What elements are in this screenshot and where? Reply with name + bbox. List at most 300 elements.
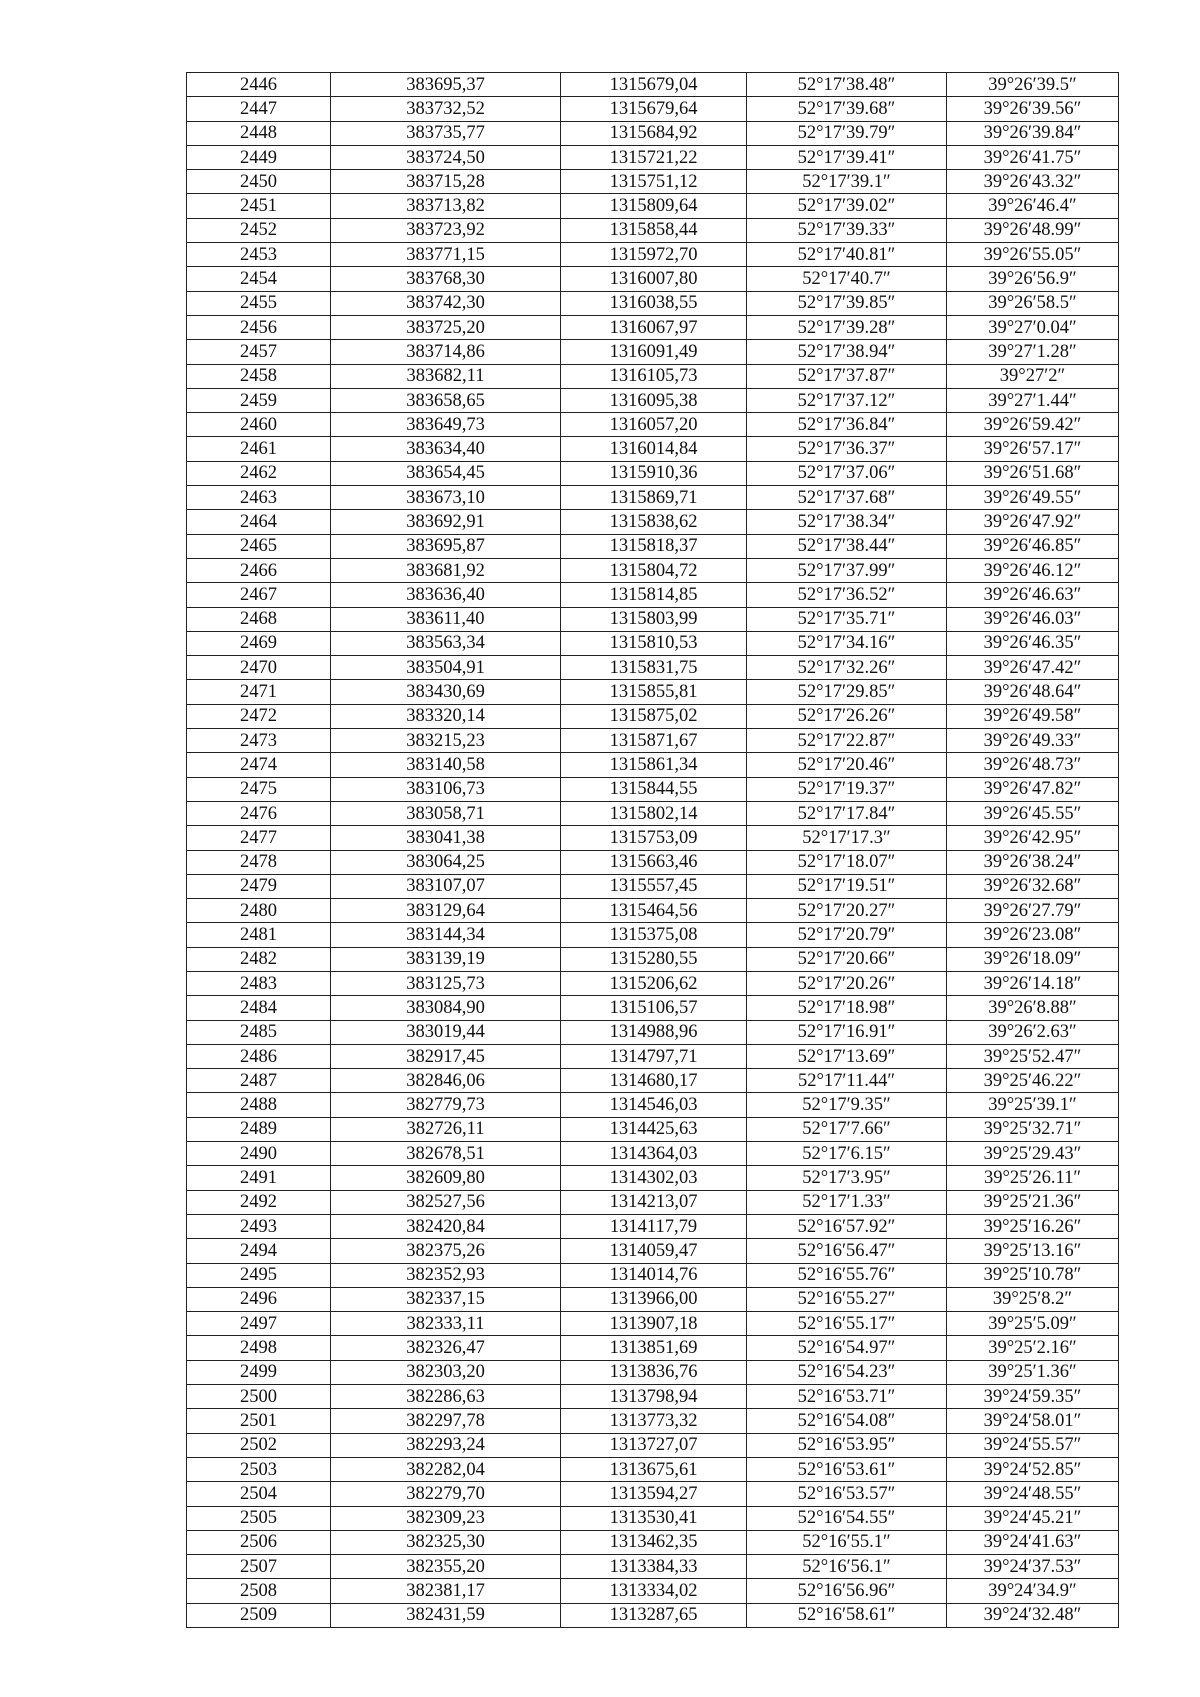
x-coordinate-cell: 382303,20 bbox=[331, 1360, 561, 1384]
point-number-cell: 2494 bbox=[187, 1239, 331, 1263]
y-coordinate-cell: 1315753,09 bbox=[561, 826, 747, 850]
table-row bbox=[187, 145, 1119, 169]
longitude-cell: 39°26′39.56″ bbox=[947, 97, 1119, 121]
point-number-cell: 2486 bbox=[187, 1044, 331, 1068]
table-row bbox=[187, 388, 1119, 412]
point-number-cell: 2472 bbox=[187, 704, 331, 728]
longitude-cell: 39°26′51.68″ bbox=[947, 461, 1119, 485]
longitude-cell: 39°26′46.03″ bbox=[947, 607, 1119, 631]
x-coordinate-cell: 382375,26 bbox=[331, 1239, 561, 1263]
y-coordinate-cell: 1314680,17 bbox=[561, 1069, 747, 1093]
point-number-cell: 2491 bbox=[187, 1166, 331, 1190]
latitude-cell: 52°17′37.68″ bbox=[747, 486, 947, 510]
y-coordinate-cell: 1313773,32 bbox=[561, 1409, 747, 1433]
point-number-cell: 2458 bbox=[187, 364, 331, 388]
longitude-cell: 39°24′45.21″ bbox=[947, 1506, 1119, 1530]
y-coordinate-cell: 1313836,76 bbox=[561, 1360, 747, 1384]
point-number-cell: 2479 bbox=[187, 874, 331, 898]
point-number-cell: 2474 bbox=[187, 753, 331, 777]
table-row bbox=[187, 364, 1119, 388]
x-coordinate-cell: 383107,07 bbox=[331, 874, 561, 898]
point-number-cell: 2471 bbox=[187, 680, 331, 704]
latitude-cell: 52°17′34.16″ bbox=[747, 631, 947, 655]
point-number-cell: 2506 bbox=[187, 1530, 331, 1554]
longitude-cell: 39°26′27.79″ bbox=[947, 899, 1119, 923]
latitude-cell: 52°17′20.46″ bbox=[747, 753, 947, 777]
x-coordinate-cell: 383724,50 bbox=[331, 145, 561, 169]
longitude-cell: 39°24′48.55″ bbox=[947, 1482, 1119, 1506]
longitude-cell: 39°24′55.57″ bbox=[947, 1433, 1119, 1457]
y-coordinate-cell: 1315810,53 bbox=[561, 631, 747, 655]
table-row bbox=[187, 1044, 1119, 1068]
x-coordinate-cell: 382325,30 bbox=[331, 1530, 561, 1554]
latitude-cell: 52°17′17.3″ bbox=[747, 826, 947, 850]
point-number-cell: 2453 bbox=[187, 243, 331, 267]
latitude-cell: 52°16′57.92″ bbox=[747, 1214, 947, 1238]
latitude-cell: 52°17′37.12″ bbox=[747, 388, 947, 412]
table-row bbox=[187, 1142, 1119, 1166]
table-row bbox=[187, 631, 1119, 655]
y-coordinate-cell: 1315814,85 bbox=[561, 583, 747, 607]
table-row bbox=[187, 1336, 1119, 1360]
table-row bbox=[187, 218, 1119, 242]
table-row bbox=[187, 1214, 1119, 1238]
latitude-cell: 52°17′39.28″ bbox=[747, 315, 947, 339]
y-coordinate-cell: 1314213,07 bbox=[561, 1190, 747, 1214]
table-row bbox=[187, 607, 1119, 631]
point-number-cell: 2501 bbox=[187, 1409, 331, 1433]
x-coordinate-cell: 383139,19 bbox=[331, 947, 561, 971]
y-coordinate-cell: 1315910,36 bbox=[561, 461, 747, 485]
y-coordinate-cell: 1315855,81 bbox=[561, 680, 747, 704]
y-coordinate-cell: 1315844,55 bbox=[561, 777, 747, 801]
point-number-cell: 2457 bbox=[187, 340, 331, 364]
y-coordinate-cell: 1313594,27 bbox=[561, 1482, 747, 1506]
longitude-cell: 39°26′39.84″ bbox=[947, 121, 1119, 145]
y-coordinate-cell: 1316007,80 bbox=[561, 267, 747, 291]
x-coordinate-cell: 382326,47 bbox=[331, 1336, 561, 1360]
table-row bbox=[187, 1069, 1119, 1093]
table-row bbox=[187, 243, 1119, 267]
x-coordinate-cell: 382726,11 bbox=[331, 1117, 561, 1141]
x-coordinate-cell: 383695,87 bbox=[331, 534, 561, 558]
latitude-cell: 52°17′37.99″ bbox=[747, 558, 947, 582]
table-row bbox=[187, 1117, 1119, 1141]
x-coordinate-cell: 383681,92 bbox=[331, 558, 561, 582]
y-coordinate-cell: 1314988,96 bbox=[561, 1020, 747, 1044]
y-coordinate-cell: 1313798,94 bbox=[561, 1385, 747, 1409]
latitude-cell: 52°17′40.7″ bbox=[747, 267, 947, 291]
table-row bbox=[187, 680, 1119, 704]
longitude-cell: 39°26′49.55″ bbox=[947, 486, 1119, 510]
x-coordinate-cell: 382678,51 bbox=[331, 1142, 561, 1166]
latitude-cell: 52°17′39.1″ bbox=[747, 170, 947, 194]
longitude-cell: 39°26′18.09″ bbox=[947, 947, 1119, 971]
x-coordinate-cell: 383732,52 bbox=[331, 97, 561, 121]
table-row bbox=[187, 1190, 1119, 1214]
longitude-cell: 39°25′29.43″ bbox=[947, 1142, 1119, 1166]
latitude-cell: 52°17′26.26″ bbox=[747, 704, 947, 728]
point-number-cell: 2504 bbox=[187, 1482, 331, 1506]
y-coordinate-cell: 1313907,18 bbox=[561, 1312, 747, 1336]
latitude-cell: 52°17′20.79″ bbox=[747, 923, 947, 947]
longitude-cell: 39°25′2.16″ bbox=[947, 1336, 1119, 1360]
table-row bbox=[187, 826, 1119, 850]
x-coordinate-cell: 382279,70 bbox=[331, 1482, 561, 1506]
point-number-cell: 2469 bbox=[187, 631, 331, 655]
latitude-cell: 52°17′35.71″ bbox=[747, 607, 947, 631]
y-coordinate-cell: 1314364,03 bbox=[561, 1142, 747, 1166]
x-coordinate-cell: 383682,11 bbox=[331, 364, 561, 388]
y-coordinate-cell: 1316057,20 bbox=[561, 413, 747, 437]
latitude-cell: 52°17′18.07″ bbox=[747, 850, 947, 874]
table-row bbox=[187, 1530, 1119, 1554]
longitude-cell: 39°26′14.18″ bbox=[947, 971, 1119, 995]
latitude-cell: 52°17′36.37″ bbox=[747, 437, 947, 461]
longitude-cell: 39°25′26.11″ bbox=[947, 1166, 1119, 1190]
x-coordinate-cell: 383140,58 bbox=[331, 753, 561, 777]
latitude-cell: 52°17′7.66″ bbox=[747, 1117, 947, 1141]
x-coordinate-cell: 383771,15 bbox=[331, 243, 561, 267]
y-coordinate-cell: 1315972,70 bbox=[561, 243, 747, 267]
x-coordinate-cell: 383695,37 bbox=[331, 73, 561, 97]
y-coordinate-cell: 1315464,56 bbox=[561, 899, 747, 923]
latitude-cell: 52°17′29.85″ bbox=[747, 680, 947, 704]
x-coordinate-cell: 383125,73 bbox=[331, 971, 561, 995]
latitude-cell: 52°17′19.51″ bbox=[747, 874, 947, 898]
point-number-cell: 2493 bbox=[187, 1214, 331, 1238]
latitude-cell: 52°17′11.44″ bbox=[747, 1069, 947, 1093]
y-coordinate-cell: 1315802,14 bbox=[561, 801, 747, 825]
point-number-cell: 2483 bbox=[187, 971, 331, 995]
y-coordinate-cell: 1314546,03 bbox=[561, 1093, 747, 1117]
point-number-cell: 2448 bbox=[187, 121, 331, 145]
y-coordinate-cell: 1313287,65 bbox=[561, 1603, 747, 1627]
table-row bbox=[187, 97, 1119, 121]
y-coordinate-cell: 1315557,45 bbox=[561, 874, 747, 898]
point-number-cell: 2482 bbox=[187, 947, 331, 971]
table-row bbox=[187, 170, 1119, 194]
point-number-cell: 2484 bbox=[187, 996, 331, 1020]
latitude-cell: 52°17′20.26″ bbox=[747, 971, 947, 995]
table-row bbox=[187, 923, 1119, 947]
y-coordinate-cell: 1313727,07 bbox=[561, 1433, 747, 1457]
table-row bbox=[187, 996, 1119, 1020]
longitude-cell: 39°25′8.2″ bbox=[947, 1287, 1119, 1311]
x-coordinate-cell: 383715,28 bbox=[331, 170, 561, 194]
latitude-cell: 52°16′55.27″ bbox=[747, 1287, 947, 1311]
y-coordinate-cell: 1315280,55 bbox=[561, 947, 747, 971]
latitude-cell: 52°17′38.34″ bbox=[747, 510, 947, 534]
longitude-cell: 39°26′2.63″ bbox=[947, 1020, 1119, 1044]
longitude-cell: 39°26′46.35″ bbox=[947, 631, 1119, 655]
table-row bbox=[187, 558, 1119, 582]
table-row bbox=[187, 413, 1119, 437]
latitude-cell: 52°16′56.1″ bbox=[747, 1555, 947, 1579]
longitude-cell: 39°26′49.58″ bbox=[947, 704, 1119, 728]
point-number-cell: 2481 bbox=[187, 923, 331, 947]
longitude-cell: 39°26′8.88″ bbox=[947, 996, 1119, 1020]
latitude-cell: 52°16′53.95″ bbox=[747, 1433, 947, 1457]
longitude-cell: 39°26′48.99″ bbox=[947, 218, 1119, 242]
x-coordinate-cell: 383714,86 bbox=[331, 340, 561, 364]
table-row bbox=[187, 1555, 1119, 1579]
x-coordinate-cell: 383611,40 bbox=[331, 607, 561, 631]
y-coordinate-cell: 1313334,02 bbox=[561, 1579, 747, 1603]
table-row bbox=[187, 971, 1119, 995]
longitude-cell: 39°26′41.75″ bbox=[947, 145, 1119, 169]
point-number-cell: 2473 bbox=[187, 729, 331, 753]
y-coordinate-cell: 1316105,73 bbox=[561, 364, 747, 388]
point-number-cell: 2446 bbox=[187, 73, 331, 97]
table-row bbox=[187, 73, 1119, 97]
table-row bbox=[187, 315, 1119, 339]
x-coordinate-cell: 383563,34 bbox=[331, 631, 561, 655]
table-row bbox=[187, 461, 1119, 485]
x-coordinate-cell: 382309,23 bbox=[331, 1506, 561, 1530]
longitude-cell: 39°26′46.12″ bbox=[947, 558, 1119, 582]
y-coordinate-cell: 1313851,69 bbox=[561, 1336, 747, 1360]
point-number-cell: 2505 bbox=[187, 1506, 331, 1530]
y-coordinate-cell: 1313384,33 bbox=[561, 1555, 747, 1579]
point-number-cell: 2487 bbox=[187, 1069, 331, 1093]
y-coordinate-cell: 1316038,55 bbox=[561, 291, 747, 315]
y-coordinate-cell: 1314059,47 bbox=[561, 1239, 747, 1263]
x-coordinate-cell: 382352,93 bbox=[331, 1263, 561, 1287]
point-number-cell: 2447 bbox=[187, 97, 331, 121]
table-row bbox=[187, 1263, 1119, 1287]
table-row bbox=[187, 1482, 1119, 1506]
table-row bbox=[187, 874, 1119, 898]
latitude-cell: 52°16′54.55″ bbox=[747, 1506, 947, 1530]
y-coordinate-cell: 1315375,08 bbox=[561, 923, 747, 947]
latitude-cell: 52°17′39.02″ bbox=[747, 194, 947, 218]
longitude-cell: 39°27′2″ bbox=[947, 364, 1119, 388]
longitude-cell: 39°25′21.36″ bbox=[947, 1190, 1119, 1214]
latitude-cell: 52°16′53.57″ bbox=[747, 1482, 947, 1506]
table-row bbox=[187, 850, 1119, 874]
y-coordinate-cell: 1315871,67 bbox=[561, 729, 747, 753]
x-coordinate-cell: 383129,64 bbox=[331, 899, 561, 923]
latitude-cell: 52°16′56.96″ bbox=[747, 1579, 947, 1603]
latitude-cell: 52°16′54.08″ bbox=[747, 1409, 947, 1433]
x-coordinate-cell: 383430,69 bbox=[331, 680, 561, 704]
y-coordinate-cell: 1315869,71 bbox=[561, 486, 747, 510]
latitude-cell: 52°17′36.52″ bbox=[747, 583, 947, 607]
latitude-cell: 52°17′9.35″ bbox=[747, 1093, 947, 1117]
x-coordinate-cell: 383654,45 bbox=[331, 461, 561, 485]
latitude-cell: 52°17′13.69″ bbox=[747, 1044, 947, 1068]
x-coordinate-cell: 383058,71 bbox=[331, 801, 561, 825]
point-number-cell: 2476 bbox=[187, 801, 331, 825]
x-coordinate-cell: 383019,44 bbox=[331, 1020, 561, 1044]
x-coordinate-cell: 383064,25 bbox=[331, 850, 561, 874]
y-coordinate-cell: 1315831,75 bbox=[561, 656, 747, 680]
point-number-cell: 2465 bbox=[187, 534, 331, 558]
table-row bbox=[187, 267, 1119, 291]
x-coordinate-cell: 383215,23 bbox=[331, 729, 561, 753]
x-coordinate-cell: 383742,30 bbox=[331, 291, 561, 315]
x-coordinate-cell: 383041,38 bbox=[331, 826, 561, 850]
latitude-cell: 52°17′38.48″ bbox=[747, 73, 947, 97]
x-coordinate-cell: 383692,91 bbox=[331, 510, 561, 534]
point-number-cell: 2461 bbox=[187, 437, 331, 461]
table-row bbox=[187, 1603, 1119, 1627]
longitude-cell: 39°25′16.26″ bbox=[947, 1214, 1119, 1238]
x-coordinate-cell: 383768,30 bbox=[331, 267, 561, 291]
table-row bbox=[187, 1239, 1119, 1263]
point-number-cell: 2485 bbox=[187, 1020, 331, 1044]
y-coordinate-cell: 1315663,46 bbox=[561, 850, 747, 874]
latitude-cell: 52°17′37.87″ bbox=[747, 364, 947, 388]
table-row bbox=[187, 729, 1119, 753]
latitude-cell: 52°17′18.98″ bbox=[747, 996, 947, 1020]
latitude-cell: 52°16′55.1″ bbox=[747, 1530, 947, 1554]
x-coordinate-cell: 383713,82 bbox=[331, 194, 561, 218]
table-row bbox=[187, 1360, 1119, 1384]
y-coordinate-cell: 1315206,62 bbox=[561, 971, 747, 995]
table-row bbox=[187, 1312, 1119, 1336]
latitude-cell: 52°17′20.27″ bbox=[747, 899, 947, 923]
x-coordinate-cell: 382297,78 bbox=[331, 1409, 561, 1433]
point-number-cell: 2478 bbox=[187, 850, 331, 874]
point-number-cell: 2468 bbox=[187, 607, 331, 631]
longitude-cell: 39°26′45.55″ bbox=[947, 801, 1119, 825]
table-row bbox=[187, 1506, 1119, 1530]
x-coordinate-cell: 382337,15 bbox=[331, 1287, 561, 1311]
latitude-cell: 52°16′54.97″ bbox=[747, 1336, 947, 1360]
latitude-cell: 52°17′39.41″ bbox=[747, 145, 947, 169]
x-coordinate-cell: 383673,10 bbox=[331, 486, 561, 510]
point-number-cell: 2496 bbox=[187, 1287, 331, 1311]
x-coordinate-cell: 383735,77 bbox=[331, 121, 561, 145]
point-number-cell: 2495 bbox=[187, 1263, 331, 1287]
latitude-cell: 52°16′55.76″ bbox=[747, 1263, 947, 1287]
x-coordinate-cell: 383723,92 bbox=[331, 218, 561, 242]
table-row bbox=[187, 801, 1119, 825]
x-coordinate-cell: 383320,14 bbox=[331, 704, 561, 728]
longitude-cell: 39°26′46.85″ bbox=[947, 534, 1119, 558]
y-coordinate-cell: 1313462,35 bbox=[561, 1530, 747, 1554]
longitude-cell: 39°24′58.01″ bbox=[947, 1409, 1119, 1433]
x-coordinate-cell: 382286,63 bbox=[331, 1385, 561, 1409]
point-number-cell: 2466 bbox=[187, 558, 331, 582]
point-number-cell: 2475 bbox=[187, 777, 331, 801]
latitude-cell: 52°17′38.94″ bbox=[747, 340, 947, 364]
table-row bbox=[187, 899, 1119, 923]
longitude-cell: 39°26′56.9″ bbox=[947, 267, 1119, 291]
x-coordinate-cell: 383636,40 bbox=[331, 583, 561, 607]
x-coordinate-cell: 383658,65 bbox=[331, 388, 561, 412]
x-coordinate-cell: 382420,84 bbox=[331, 1214, 561, 1238]
latitude-cell: 52°17′37.06″ bbox=[747, 461, 947, 485]
table-row bbox=[187, 510, 1119, 534]
latitude-cell: 52°17′40.81″ bbox=[747, 243, 947, 267]
point-number-cell: 2467 bbox=[187, 583, 331, 607]
latitude-cell: 52°17′32.26″ bbox=[747, 656, 947, 680]
longitude-cell: 39°27′0.04″ bbox=[947, 315, 1119, 339]
longitude-cell: 39°26′47.42″ bbox=[947, 656, 1119, 680]
table-row bbox=[187, 947, 1119, 971]
longitude-cell: 39°24′37.53″ bbox=[947, 1555, 1119, 1579]
longitude-cell: 39°26′43.32″ bbox=[947, 170, 1119, 194]
longitude-cell: 39°24′59.35″ bbox=[947, 1385, 1119, 1409]
y-coordinate-cell: 1315858,44 bbox=[561, 218, 747, 242]
table-row bbox=[187, 1287, 1119, 1311]
y-coordinate-cell: 1315804,72 bbox=[561, 558, 747, 582]
table-row bbox=[187, 1385, 1119, 1409]
table-row bbox=[187, 1579, 1119, 1603]
longitude-cell: 39°26′48.73″ bbox=[947, 753, 1119, 777]
longitude-cell: 39°26′49.33″ bbox=[947, 729, 1119, 753]
longitude-cell: 39°26′47.82″ bbox=[947, 777, 1119, 801]
table-row bbox=[187, 1433, 1119, 1457]
point-number-cell: 2464 bbox=[187, 510, 331, 534]
point-number-cell: 2500 bbox=[187, 1385, 331, 1409]
point-number-cell: 2470 bbox=[187, 656, 331, 680]
point-number-cell: 2492 bbox=[187, 1190, 331, 1214]
latitude-cell: 52°17′39.79″ bbox=[747, 121, 947, 145]
latitude-cell: 52°16′54.23″ bbox=[747, 1360, 947, 1384]
longitude-cell: 39°25′13.16″ bbox=[947, 1239, 1119, 1263]
table-row bbox=[187, 656, 1119, 680]
x-coordinate-cell: 383634,40 bbox=[331, 437, 561, 461]
longitude-cell: 39°26′58.5″ bbox=[947, 291, 1119, 315]
table-row bbox=[187, 437, 1119, 461]
x-coordinate-cell: 383725,20 bbox=[331, 315, 561, 339]
longitude-cell: 39°26′47.92″ bbox=[947, 510, 1119, 534]
y-coordinate-cell: 1315679,64 bbox=[561, 97, 747, 121]
longitude-cell: 39°27′1.28″ bbox=[947, 340, 1119, 364]
point-number-cell: 2502 bbox=[187, 1433, 331, 1457]
point-number-cell: 2460 bbox=[187, 413, 331, 437]
x-coordinate-cell: 383649,73 bbox=[331, 413, 561, 437]
latitude-cell: 52°16′53.61″ bbox=[747, 1457, 947, 1481]
latitude-cell: 52°17′1.33″ bbox=[747, 1190, 947, 1214]
latitude-cell: 52°17′39.68″ bbox=[747, 97, 947, 121]
table-row bbox=[187, 1409, 1119, 1433]
longitude-cell: 39°26′23.08″ bbox=[947, 923, 1119, 947]
latitude-cell: 52°17′3.95″ bbox=[747, 1166, 947, 1190]
longitude-cell: 39°24′32.48″ bbox=[947, 1603, 1119, 1627]
x-coordinate-cell: 382282,04 bbox=[331, 1457, 561, 1481]
table-row bbox=[187, 583, 1119, 607]
longitude-cell: 39°26′55.05″ bbox=[947, 243, 1119, 267]
y-coordinate-cell: 1314797,71 bbox=[561, 1044, 747, 1068]
latitude-cell: 52°17′36.84″ bbox=[747, 413, 947, 437]
y-coordinate-cell: 1313530,41 bbox=[561, 1506, 747, 1530]
longitude-cell: 39°26′46.63″ bbox=[947, 583, 1119, 607]
longitude-cell: 39°24′34.9″ bbox=[947, 1579, 1119, 1603]
point-number-cell: 2490 bbox=[187, 1142, 331, 1166]
x-coordinate-cell: 382333,11 bbox=[331, 1312, 561, 1336]
x-coordinate-cell: 383144,34 bbox=[331, 923, 561, 947]
point-number-cell: 2498 bbox=[187, 1336, 331, 1360]
latitude-cell: 52°17′16.91″ bbox=[747, 1020, 947, 1044]
y-coordinate-cell: 1313966,00 bbox=[561, 1287, 747, 1311]
table-row bbox=[187, 753, 1119, 777]
y-coordinate-cell: 1315809,64 bbox=[561, 194, 747, 218]
y-coordinate-cell: 1313675,61 bbox=[561, 1457, 747, 1481]
longitude-cell: 39°24′52.85″ bbox=[947, 1457, 1119, 1481]
point-number-cell: 2509 bbox=[187, 1603, 331, 1627]
table-row bbox=[187, 1020, 1119, 1044]
longitude-cell: 39°26′32.68″ bbox=[947, 874, 1119, 898]
y-coordinate-cell: 1316014,84 bbox=[561, 437, 747, 461]
longitude-cell: 39°26′57.17″ bbox=[947, 437, 1119, 461]
longitude-cell: 39°25′5.09″ bbox=[947, 1312, 1119, 1336]
table-row bbox=[187, 121, 1119, 145]
